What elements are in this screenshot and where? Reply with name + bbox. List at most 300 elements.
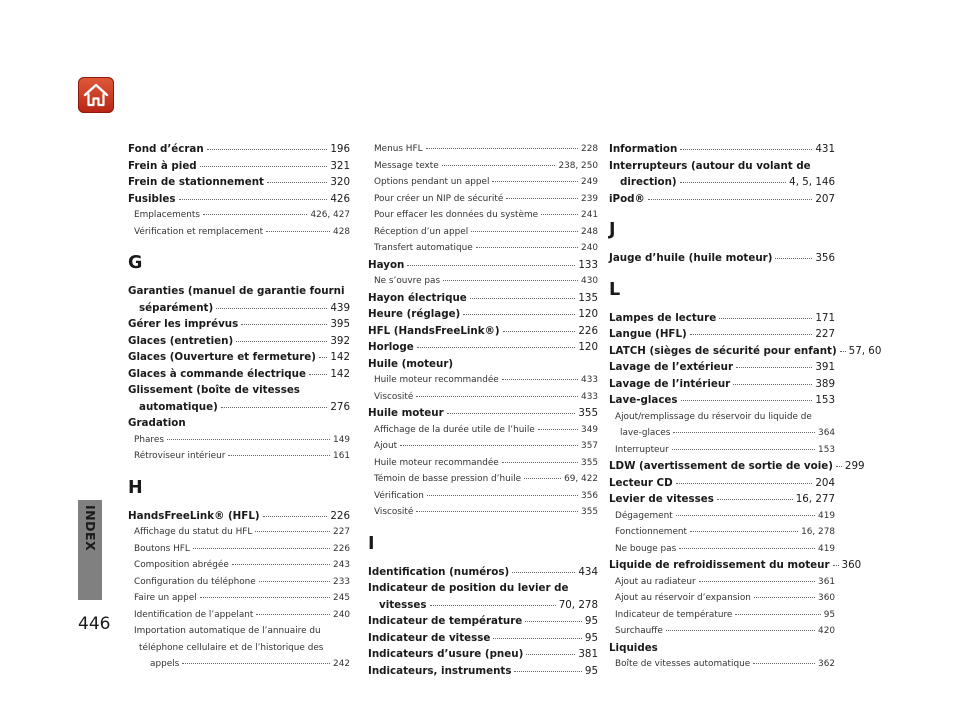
dot-leader	[236, 341, 327, 342]
index-entry-line: Interrupteurs (autour du volant de	[609, 159, 811, 172]
entry-label: Ajout au radiateur	[615, 576, 696, 587]
index-subentry	[128, 607, 350, 624]
dot-leader	[167, 439, 330, 440]
dot-leader	[733, 384, 812, 385]
index-subentry	[128, 656, 350, 673]
page-reference[interactable]: 321	[330, 159, 350, 172]
entry-label: Glaces à commande électrique	[128, 367, 306, 380]
index-entry-line: Garanties (manuel de garantie fourni	[128, 285, 345, 297]
dot-leader	[463, 314, 575, 315]
entry-label: Viscosité	[374, 507, 414, 517]
page-reference[interactable]: 357	[581, 441, 598, 451]
page-reference[interactable]: 207	[815, 192, 835, 205]
dot-leader	[442, 165, 556, 166]
index-entry	[609, 343, 882, 360]
index-subentry	[368, 224, 598, 241]
index-subentry	[609, 425, 835, 442]
dot-leader	[541, 214, 578, 215]
entry-label: vitesses	[379, 598, 427, 611]
index-subentry	[368, 455, 598, 472]
index-entry	[368, 290, 598, 307]
page-reference[interactable]: 276	[330, 400, 350, 413]
page-reference[interactable]: 171	[815, 311, 835, 324]
entry-label: Hayon électrique	[368, 291, 467, 304]
page-reference[interactable]: 426	[330, 192, 350, 205]
dot-leader	[502, 462, 578, 463]
index-entry-line: Glissement (boîte de vitesses	[128, 384, 300, 396]
entry-label: Faire un appel	[134, 593, 197, 603]
index-subentry	[128, 224, 350, 241]
page-reference[interactable]: 95	[584, 631, 598, 644]
entry-label: Indicateurs d’usure (pneu)	[368, 648, 524, 660]
section-letter: L	[609, 279, 621, 300]
dot-leader	[256, 614, 330, 615]
entry-label: Liquide de refroidissement du moteur	[609, 559, 830, 571]
dot-leader	[840, 351, 846, 352]
index-entry	[609, 326, 835, 343]
page-reference[interactable]: 95	[823, 609, 835, 620]
entry-label: Réception d’un appel	[374, 226, 469, 237]
entry-label: Transfert automatique	[374, 243, 473, 253]
page-reference[interactable]: 356	[815, 252, 835, 264]
dot-leader	[753, 663, 815, 664]
entry-label: Dégagement	[615, 510, 673, 521]
entry-label: Indicateur de température	[368, 615, 523, 627]
entry-label: Lavage de l’intérieur	[609, 377, 731, 390]
page-reference[interactable]: 439	[330, 301, 350, 314]
dot-leader	[673, 432, 815, 433]
page-reference[interactable]: 240	[333, 609, 350, 620]
entry-label: Langue (HFL)	[609, 328, 687, 340]
entry-label: Surchauffe	[615, 626, 663, 636]
entry-label: Jauge d’huile (huile moteur)	[609, 252, 773, 264]
index-entry	[368, 306, 598, 323]
section-letter: G	[128, 253, 143, 273]
index-entry-line: Importation automatique de l’annuaire du	[134, 626, 321, 636]
page-reference[interactable]: 227	[333, 527, 350, 537]
index-entry	[609, 458, 865, 475]
entry-label: Frein de stationnement	[128, 176, 264, 188]
page-reference[interactable]: 70, 278	[558, 598, 598, 611]
dot-leader	[512, 572, 575, 573]
index-entry-line: Liquides	[609, 641, 658, 654]
page-reference[interactable]: 433	[581, 391, 598, 402]
entry-label: Gérer les imprévus	[128, 318, 239, 330]
index-entry	[609, 491, 835, 508]
page-reference[interactable]: 395	[330, 318, 350, 330]
page-reference[interactable]: 233	[333, 576, 350, 587]
page-reference[interactable]: 361	[818, 576, 835, 587]
entry-label: Huile moteur recommandée	[374, 375, 499, 385]
entry-label: Message texte	[374, 160, 439, 171]
page-reference[interactable]: 362	[818, 659, 835, 669]
index-entry	[128, 174, 350, 191]
dot-leader	[506, 198, 578, 199]
dot-leader	[200, 597, 330, 598]
entry-label: Glaces (Ouverture et fermeture)	[128, 351, 316, 363]
page-reference[interactable]: 16, 277	[795, 493, 835, 505]
dot-leader	[179, 199, 328, 200]
entry-label: Boîte de vitesses automatique	[615, 659, 751, 669]
index-entry	[368, 597, 598, 614]
entry-label: Composition abrégée	[134, 560, 229, 570]
index-subentry	[128, 207, 350, 224]
page-reference[interactable]: 204	[815, 476, 835, 489]
entry-label: Fusibles	[128, 192, 176, 205]
page-reference[interactable]: 249	[581, 177, 598, 187]
dot-leader	[754, 597, 815, 598]
dot-leader	[266, 231, 330, 232]
section-letter: H	[128, 477, 143, 498]
dot-leader	[699, 581, 815, 582]
entry-label: Témoin de basse pression d’huile	[374, 474, 522, 484]
page-reference[interactable]: 16, 278	[801, 527, 835, 537]
section-letter: J	[609, 220, 616, 240]
dot-leader	[775, 258, 812, 259]
page-reference[interactable]: 389	[815, 377, 835, 390]
page-reference[interactable]: 419	[818, 510, 835, 521]
index-entry	[128, 333, 350, 350]
entry-label: HFL (HandsFreeLink®)	[368, 324, 500, 337]
page-reference[interactable]: 320	[330, 176, 350, 188]
entry-label: appels	[150, 659, 180, 669]
index-entry	[128, 191, 350, 208]
index-entry	[609, 191, 835, 208]
index-entry	[609, 359, 835, 376]
index-entry	[609, 392, 835, 409]
home-button[interactable]	[78, 77, 114, 113]
page-reference[interactable]: 355	[581, 507, 598, 517]
page-reference[interactable]: 161	[333, 451, 350, 461]
index-entry-line: téléphone cellulaire et de l’historique des	[139, 642, 324, 653]
index-subentry	[128, 448, 350, 465]
dot-leader	[416, 396, 578, 397]
entry-label: Ne bouge pas	[615, 543, 677, 554]
entry-label: Huile moteur recommandée	[374, 457, 499, 468]
entry-label: séparément)	[139, 301, 214, 314]
dot-leader	[263, 516, 328, 517]
page-reference[interactable]: 433	[581, 375, 598, 385]
index-subentry	[368, 191, 598, 208]
page-reference[interactable]: 349	[581, 424, 598, 435]
home-icon	[82, 81, 110, 109]
section-letter: I	[368, 533, 375, 554]
entry-label: Lampes de lecture	[609, 311, 717, 324]
dot-leader	[216, 308, 327, 309]
page-reference[interactable]: 355	[578, 407, 598, 419]
index-subentry	[609, 541, 835, 558]
dot-leader	[672, 449, 815, 450]
page-reference[interactable]: 226	[578, 324, 598, 337]
page-reference[interactable]: 149	[333, 434, 350, 445]
index-entry	[128, 316, 350, 333]
index-entry	[128, 508, 350, 525]
page-reference[interactable]: 360	[818, 593, 835, 603]
dot-leader	[426, 148, 579, 149]
entry-label: Hayon	[368, 258, 405, 271]
dot-leader	[690, 531, 798, 532]
index-entry	[128, 141, 350, 158]
index-subentry	[368, 372, 598, 389]
dot-leader	[255, 531, 330, 532]
page-reference[interactable]: 241	[581, 210, 598, 220]
entry-label: Lave-glaces	[609, 394, 678, 406]
index-entry	[368, 405, 598, 422]
dot-leader	[221, 407, 328, 408]
page-reference[interactable]: 239	[581, 193, 598, 204]
dot-leader	[719, 318, 812, 319]
dot-leader	[502, 379, 578, 380]
dot-leader	[259, 581, 330, 582]
page-reference[interactable]: 248	[581, 226, 598, 237]
entry-label: Indicateurs, instruments	[368, 664, 512, 677]
dot-leader	[676, 483, 813, 484]
index-entry-line: Gradation	[128, 417, 186, 429]
page-reference[interactable]: 69, 422	[564, 474, 598, 484]
page-reference[interactable]: 420	[818, 626, 835, 636]
entry-label: LATCH (sièges de sécurité pour enfant)	[609, 344, 837, 357]
index-subentry	[609, 508, 835, 525]
page-reference[interactable]: 391	[815, 361, 835, 373]
page-reference[interactable]: 135	[578, 291, 598, 304]
index-subentry	[368, 240, 598, 257]
index-entry	[368, 339, 598, 356]
dot-leader	[417, 347, 576, 348]
index-subentry	[128, 590, 350, 607]
entry-label: Lavage de l’extérieur	[609, 361, 734, 373]
dot-leader	[319, 357, 327, 358]
dot-leader	[538, 429, 578, 430]
dot-leader	[476, 247, 578, 248]
index-entry	[609, 174, 835, 191]
dot-leader	[427, 495, 578, 496]
entry-label: Identification (numéros)	[368, 565, 510, 578]
dot-leader	[666, 630, 815, 631]
page-reference[interactable]: 142	[330, 351, 350, 363]
page-reference[interactable]: 120	[578, 341, 598, 353]
entry-label: Levier de vitesses	[609, 493, 714, 505]
entry-label: Ne s’ouvre pas	[374, 276, 441, 286]
entry-label: Emplacements	[134, 210, 200, 220]
dot-leader	[526, 654, 575, 655]
index-entry	[609, 557, 862, 574]
page-reference[interactable]: 428	[333, 226, 350, 237]
page-reference[interactable]: 95	[584, 664, 598, 677]
entry-label: Fonctionnement	[615, 527, 688, 537]
page-reference[interactable]: 227	[815, 328, 835, 340]
page-reference[interactable]: 392	[330, 334, 350, 347]
dot-leader	[492, 181, 578, 182]
dot-leader	[267, 182, 327, 183]
page-reference[interactable]: 381	[578, 648, 598, 660]
page-reference[interactable]: 299	[844, 460, 865, 472]
index-entry	[368, 564, 598, 581]
dot-leader	[430, 605, 556, 606]
index-subentry	[368, 422, 598, 439]
page-reference[interactable]: 4, 5, 146	[789, 176, 835, 188]
dot-leader	[309, 374, 327, 375]
dot-leader	[836, 466, 842, 467]
index-entry-line: Indicateur de position du levier de	[368, 582, 569, 594]
index-subentry	[368, 438, 598, 455]
dot-leader	[400, 445, 578, 446]
dot-leader	[717, 499, 793, 500]
index-subentry	[609, 524, 835, 541]
index-entry	[609, 475, 835, 492]
index-column-2	[368, 141, 598, 679]
dot-leader	[681, 400, 813, 401]
index-subentry	[609, 442, 835, 459]
index-subentry	[368, 207, 598, 224]
dot-leader	[182, 663, 330, 664]
index-entry-line: Ajout/remplissage du réservoir du liquide de	[615, 411, 812, 422]
index-subentry	[368, 174, 598, 191]
entry-label: Pour effacer les données du système	[374, 210, 539, 220]
index-column-3	[609, 141, 882, 673]
page-reference[interactable]: 95	[584, 615, 598, 627]
index-subentry	[128, 541, 350, 558]
dot-leader	[690, 334, 813, 335]
dot-leader	[833, 565, 839, 566]
dot-leader	[680, 149, 812, 150]
page-number: 446	[78, 614, 111, 634]
index-entry	[128, 158, 350, 175]
index-subentry	[368, 504, 598, 521]
page-reference[interactable]: 242	[333, 659, 350, 669]
index-subentry	[128, 524, 350, 541]
index-subentry	[128, 432, 350, 449]
dot-leader	[514, 671, 581, 672]
page-reference[interactable]: 153	[815, 394, 835, 406]
page-reference[interactable]: 243	[333, 560, 350, 570]
entry-label: Rétroviseur intérieur	[134, 451, 226, 461]
dot-leader	[228, 455, 330, 456]
index-tab-label: INDEX	[83, 505, 98, 552]
entry-label: Huile moteur	[368, 407, 444, 419]
entry-label: iPod®	[609, 192, 645, 205]
dot-leader	[680, 182, 787, 183]
page-reference[interactable]: 226	[330, 509, 350, 522]
index-entry	[128, 300, 350, 317]
page-reference[interactable]: 120	[578, 308, 598, 320]
page-reference[interactable]: 426, 427	[310, 210, 350, 220]
index-entry	[368, 663, 598, 680]
index-entry	[609, 310, 835, 327]
index-entry	[609, 376, 835, 393]
dot-leader	[676, 515, 815, 516]
entry-label: Affichage du statut du HFL	[134, 527, 253, 537]
dot-leader	[232, 564, 330, 565]
entry-label: Glaces (entretien)	[128, 334, 234, 347]
page-reference[interactable]: 196	[330, 143, 350, 155]
index-entry	[128, 349, 350, 366]
dot-leader	[447, 413, 576, 414]
dot-leader	[736, 367, 812, 368]
entry-label: Vérification et remplacement	[134, 226, 264, 237]
page-reference[interactable]: 240	[581, 243, 598, 253]
page-reference[interactable]: 57, 60	[848, 344, 882, 357]
entry-label: HandsFreeLink® (HFL)	[128, 509, 260, 522]
page-reference[interactable]: 142	[330, 367, 350, 380]
entry-label: Frein à pied	[128, 159, 197, 172]
page-reference[interactable]: 419	[818, 543, 835, 554]
dot-leader	[241, 324, 327, 325]
entry-label: Affichage de la durée utile de l’huile	[374, 424, 535, 435]
dot-leader	[193, 548, 330, 549]
entry-label: automatique)	[139, 400, 218, 413]
dot-leader	[470, 298, 576, 299]
entry-label: Configuration du téléphone	[134, 576, 256, 587]
dot-leader	[407, 265, 575, 266]
index-entry	[368, 257, 598, 274]
index-column-1	[128, 141, 350, 673]
page-reference[interactable]: 356	[581, 490, 598, 501]
index-subentry	[368, 158, 598, 175]
dot-leader	[525, 621, 582, 622]
entry-label: Boutons HFL	[134, 543, 190, 554]
dot-leader	[200, 166, 328, 167]
dot-leader	[443, 280, 578, 281]
index-entry	[128, 366, 350, 383]
dot-leader	[524, 478, 561, 479]
entry-label: Fond d’écran	[128, 143, 204, 155]
entry-label: Indicateur de vitesse	[368, 631, 491, 644]
entry-label: Pour créer un NIP de sécurité	[374, 193, 504, 204]
index-entry-line: Huile (moteur)	[368, 357, 454, 370]
page-reference[interactable]: 434	[578, 565, 598, 578]
index-subentry	[609, 590, 835, 607]
page-reference[interactable]: 133	[578, 258, 598, 271]
index-subentry	[609, 623, 835, 640]
page-reference[interactable]: 238, 250	[558, 160, 598, 171]
index-subentry	[368, 471, 598, 488]
index-subentry	[368, 273, 598, 290]
dot-leader	[503, 331, 576, 332]
page-reference[interactable]: 430	[581, 276, 598, 286]
page-reference[interactable]: 355	[581, 457, 598, 468]
index-subentry	[128, 557, 350, 574]
page-reference[interactable]: 153	[818, 444, 835, 455]
entry-label: Menus HFL	[374, 144, 423, 154]
entry-label: Lecteur CD	[609, 476, 673, 489]
entry-label: direction)	[620, 176, 677, 188]
page-reference[interactable]: 228	[581, 144, 598, 154]
index-entry	[128, 399, 350, 416]
page-reference[interactable]: 226	[333, 543, 350, 554]
entry-label: Vérification	[374, 490, 424, 501]
page-reference[interactable]: 431	[815, 143, 835, 155]
dot-leader	[203, 214, 308, 215]
index-subentry	[368, 389, 598, 406]
index-subentry	[609, 607, 835, 624]
index-subentry	[609, 574, 835, 591]
index-entry	[609, 250, 835, 267]
entry-label: Ajout au réservoir d’expansion	[615, 593, 751, 603]
entry-label: Information	[609, 143, 678, 155]
dot-leader	[735, 614, 820, 615]
dot-leader	[679, 548, 815, 549]
dot-leader	[493, 638, 582, 639]
page-reference[interactable]: 360	[841, 559, 862, 571]
page-reference[interactable]: 364	[818, 428, 835, 438]
index-entry	[368, 646, 598, 663]
dot-leader	[416, 511, 578, 512]
index-subentry	[609, 656, 835, 673]
page-reference[interactable]: 245	[333, 593, 350, 603]
index-entry	[609, 141, 835, 158]
entry-label: Interrupteur	[615, 444, 669, 455]
index-entry	[368, 630, 598, 647]
